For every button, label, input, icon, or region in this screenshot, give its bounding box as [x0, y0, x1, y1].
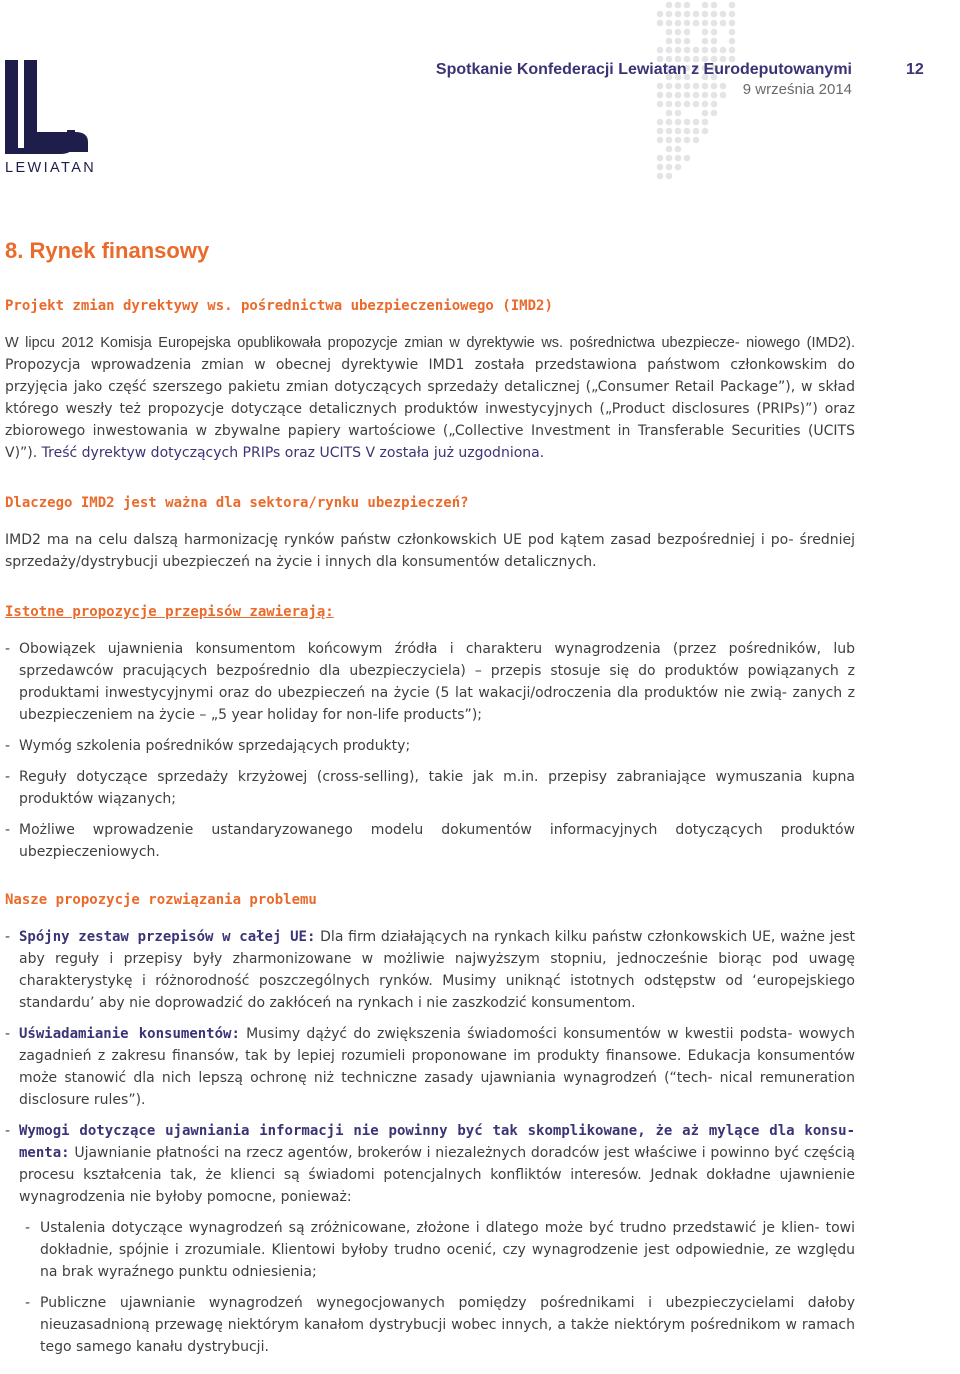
header-title: Spotkanie Konfederacji Lewiatan z Eurodeputowanymi [435, 61, 852, 78]
map-dot [702, 92, 709, 99]
map-dot [666, 164, 673, 171]
sub-list-item: - Ustalenia dotyczące wynagrodzeń są zróżnicowane, złożone i dlatego może być trudno przedstawić je klien- towi dokładnie, spójnie i zrozumiale. Klientowi byłoby trudno ocenić, czy wynagrodzenie jest odpowiednie, ze względu na brak wyraźnego punktu odniesienia; [25, 1220, 855, 1280]
map-dot [693, 119, 700, 126]
map-dot [729, 47, 736, 54]
map-dot [666, 146, 673, 153]
map-dot [702, 20, 709, 27]
map-dot [693, 11, 700, 18]
map-dot [711, 11, 718, 18]
map-dot [702, 128, 709, 135]
header-date: 9 września 2014 [742, 81, 852, 98]
map-dot [675, 137, 682, 144]
map-dot [702, 11, 709, 18]
map-dot [675, 47, 682, 54]
map-dot [711, 20, 718, 27]
map-dot [675, 83, 682, 90]
map-dot [711, 83, 718, 90]
map-dot [702, 47, 709, 54]
map-dot [675, 119, 682, 126]
map-dot [657, 92, 664, 99]
map-dot [684, 128, 691, 135]
intro-heading: Projekt zmian dyrektywy ws. pośrednictwa ubezpieczeniowego (IMD2) [5, 298, 553, 314]
map-dot [702, 83, 709, 90]
map-dot [666, 47, 673, 54]
map-dot [666, 83, 673, 90]
map-dot [720, 83, 727, 90]
map-dot [693, 83, 700, 90]
list-item: - Uświadamianie konsumentów: Musimy dążyć do zwiększenia świadomości konsumentów w kwestii podsta- wowych zagadnień z zakresu finansów, tak by lepiej rozumieli proponowane im produkty finansowe. Edukacja konsumentów może stanowić dla nich lepszą ochronę niż techniczne zasady ujawniania wynagrodzeń (“tech- nical remuneration disclosure rules”). [5, 1026, 855, 1108]
map-dot [684, 11, 691, 18]
map-dot [666, 101, 673, 108]
map-dot [711, 47, 718, 54]
why-heading: Dlaczego IMD2 jest ważna dla sektora/rynku ubezpieczeń? [5, 495, 469, 511]
map-dot [675, 110, 682, 117]
map-dot [711, 92, 718, 99]
map-dot [675, 146, 682, 153]
list-item: - Wymóg szkolenia pośredników sprzedających produkty; [5, 738, 411, 754]
map-dot [675, 92, 682, 99]
map-dot [729, 2, 736, 9]
map-dot [666, 128, 673, 135]
map-dot [720, 92, 727, 99]
list-item: - Obowiązek ujawnienia konsumentom końcowym źródła i charakteru wynagrodzenia (przez pośredników, lub sprzedawców pracujących bezpośrednio dla ubezpieczyciela) – przepis stosuje się do produktów powiązanych z produktami inwestycyjnymi oraz do ubezpieczeń na życie (5 lat wakacji/odroczenia dla produktów nie zwią- zanych z ubezpieczeniem na życie – „5 year holiday for non-life products”); [5, 641, 855, 723]
map-dot [702, 29, 709, 36]
map-dot [684, 155, 691, 162]
map-dot [720, 11, 727, 18]
map-dot [675, 155, 682, 162]
map-dot [702, 2, 709, 9]
map-dot [657, 164, 664, 171]
intro-paragraph: W lipcu 2012 Komisja Europejska opublikowała propozycje zmian w dyrektywie ws. pośrednictwa ubezpiecze- niowego (IMD2). Propozycja wprowadzenia zmian w obecnej dyrektywie IMD1 została przedstawiona państwom członkowskim do przyjęcia jako część szerszego pakietu zmian dotyczących sprzedaży detalicznej („Consumer Retail Package”), w skład którego weszły też propozycje dotyczące detalicznych produktów inwestycyjnych („Product disclosures (PRIPs)”) oraz zbiorowego inwestowania w zbywalne papiery wartościowe („Collective Investment in Transferable Securities (UCITS V)”). Treść dyrektyw dotyczących PRIPs oraz UCITS V została już uzgodniona. [5, 335, 855, 461]
map-dot [702, 110, 709, 117]
map-dot [711, 38, 718, 45]
map-dot [657, 101, 664, 108]
logo-wordmark: LEWIATAN [5, 160, 97, 176]
document-body [5, 295, 855, 1358]
map-dot [666, 20, 673, 27]
map-dot [666, 38, 673, 45]
map-dot [684, 101, 691, 108]
map-dot [693, 101, 700, 108]
map-dot [675, 20, 682, 27]
map-dot [657, 137, 664, 144]
map-dot [666, 92, 673, 99]
solutions-heading: Nasze propozycje rozwiązania problemu [5, 892, 317, 908]
map-dot [693, 47, 700, 54]
list-item: - Reguły dotyczące sprzedaży krzyżowej (cross-selling), takie jak m.in. przepisy zabraniające wymuszania kupna produktów wiązanych; [5, 769, 855, 807]
map-dot [675, 164, 682, 171]
map-dot [729, 38, 736, 45]
map-dot [666, 155, 673, 162]
map-dot [666, 119, 673, 126]
section-title: 8. Rynek finansowy [5, 238, 210, 263]
map-dot [657, 20, 664, 27]
map-dot [675, 29, 682, 36]
map-dot [675, 38, 682, 45]
list-item: - Wymogi dotyczące ujawniania informacji nie powinny być tak skomplikowane, że aż mylące dla konsu- menta: Ujawnianie płatności na rzecz agentów, brokerów i niezależnych doradców jest właściwe i powinno być częścią procesu kształcenia tak, że klienci są świadomi potencjalnych konfliktów interesów. Jednak dokładne ujawnienie wynagrodzenia nie byłoby pomocne, ponieważ: [5, 1123, 855, 1205]
map-dot [666, 2, 673, 9]
map-dot [675, 128, 682, 135]
map-dot [657, 83, 664, 90]
map-dot [693, 137, 700, 144]
map-dot [657, 47, 664, 54]
map-dot [657, 128, 664, 135]
map-dot [657, 155, 664, 162]
map-dot [657, 173, 664, 180]
map-dot [711, 110, 718, 117]
map-dot [666, 110, 673, 117]
map-dot [684, 92, 691, 99]
map-dot [720, 20, 727, 27]
europe-dot-map-decoration [655, 0, 960, 270]
proposals-heading: Istotne propozycje przepisów zawierają: [5, 604, 334, 620]
map-dot [675, 101, 682, 108]
map-dot [684, 83, 691, 90]
map-dot [729, 11, 736, 18]
map-dot [675, 11, 682, 18]
list-item: - Spójny zestaw przepisów w całej UE: Dla firm działających na rynkach kilku państw członkowskich UE, ważne jest aby reguły i przepisy były zharmonizowane w możliwie najwyższym stopniu, jednocześnie biorąc pod uwagę charakterystykę i różnorodność poszczególnych rynków. Musimy uniknąć istotnych odstępstw od ‘europejskiego standardu’ aby nie doprowadzić do zakłóceń na rynkach i nie zaszkodzić konsumentom. [5, 929, 855, 1011]
map-dot [693, 92, 700, 99]
map-dot [657, 119, 664, 126]
map-dot [657, 11, 664, 18]
map-dot [684, 2, 691, 9]
map-dot [675, 2, 682, 9]
map-dot [729, 29, 736, 36]
map-dot [711, 101, 718, 108]
why-paragraph: IMD2 ma na celu dalszą harmonizację rynków państw członkowskich UE pod kątem zasad bezpośredniej i po- średniej sprzedaży/dystrybucji ubezpieczeń na życie i innych dla konsumentów detalicznych. [5, 532, 855, 570]
map-dot [684, 20, 691, 27]
sub-list-item: - Publiczne ujawnianie wynagrodzeń wynegocjowanych pomiędzy pośrednikami i ubezpieczycielami dałoby nieuzasadnioną przewagę niektórym kanałom dystrybucji wobec innych, a także niektórym pośrednikom w ramach tego samego kanału dystrybucji. [25, 1295, 855, 1355]
map-dot [684, 29, 691, 36]
map-dot [729, 20, 736, 27]
map-dot [702, 119, 709, 126]
map-dot [666, 29, 673, 36]
map-dot [684, 137, 691, 144]
map-dot [684, 119, 691, 126]
map-dot [693, 128, 700, 135]
map-dot [666, 137, 673, 144]
map-dot [702, 38, 709, 45]
map-dot [666, 173, 673, 180]
map-dot [702, 101, 709, 108]
map-dot [684, 47, 691, 54]
map-dot [684, 38, 691, 45]
map-dot [711, 29, 718, 36]
map-dot [666, 11, 673, 18]
map-dot [720, 47, 727, 54]
map-dot [693, 20, 700, 27]
map-dot [711, 2, 718, 9]
list-item: - Możliwe wprowadzenie ustandaryzowanego modelu dokumentów informacyjnych dotyczących produktów ubezpieczeniowych. [5, 822, 855, 860]
page-number: 12 [906, 61, 924, 78]
